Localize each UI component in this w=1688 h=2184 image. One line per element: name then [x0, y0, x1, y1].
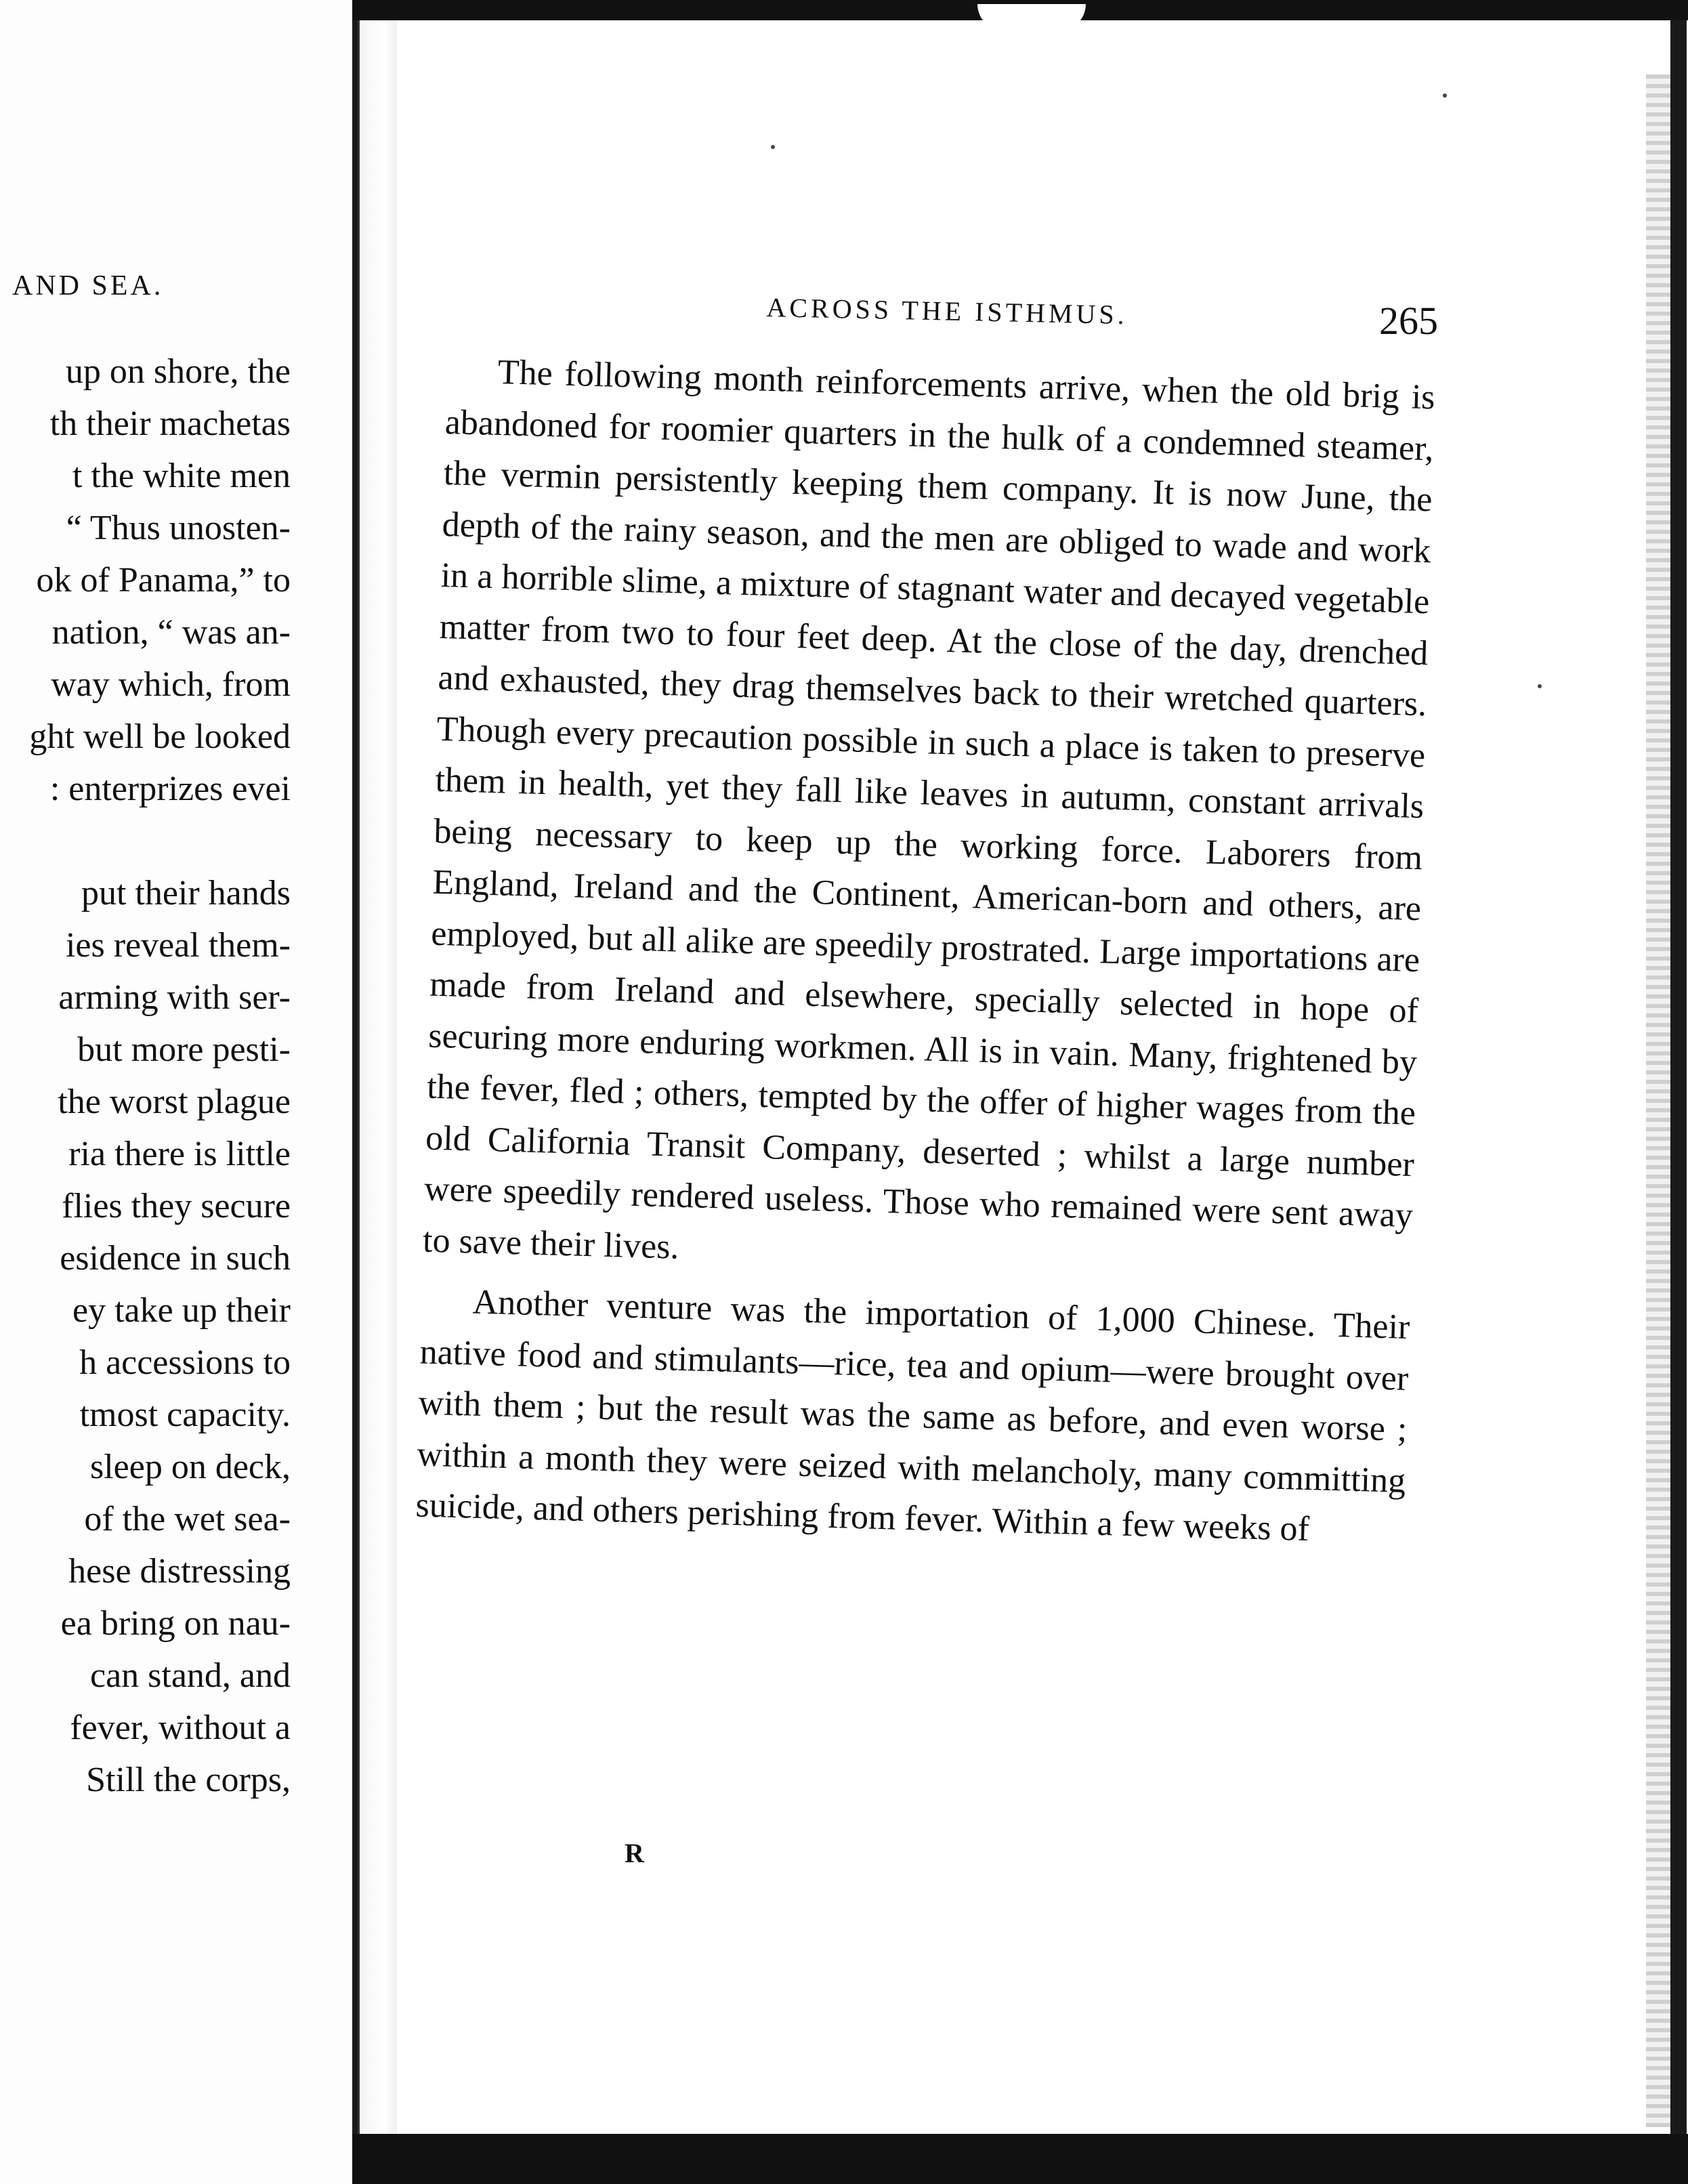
left-line: ria there is little	[68, 1135, 291, 1173]
left-line: ok of Panama,” to	[36, 561, 291, 600]
dust-speck	[771, 145, 775, 149]
left-line: but more pesti-	[77, 1030, 291, 1069]
book-gutter	[358, 0, 399, 2184]
left-line: : enterprizes evei	[49, 770, 291, 808]
page-number: 265	[1379, 299, 1438, 343]
signature-mark: R	[625, 1838, 644, 1868]
left-line: th their machetas	[49, 404, 291, 443]
left-line: ea bring on nau-	[60, 1604, 291, 1643]
left-line: put their hands	[81, 874, 291, 912]
left-line: of the wet sea-	[84, 1500, 291, 1538]
dust-speck	[1538, 684, 1542, 688]
left-page-fragment	[0, 0, 358, 2184]
left-line: ght well be looked	[29, 717, 291, 756]
left-page-text	[0, 345, 291, 1806]
left-line: ey take up their	[72, 1291, 291, 1330]
left-line: “ Thus unosten-	[66, 509, 291, 547]
scan-bottom-border	[352, 2134, 1688, 2184]
left-line: up on shore, the	[65, 352, 291, 391]
dust-speck	[1443, 93, 1447, 98]
left-line: the worst plague	[58, 1083, 291, 1121]
left-line: t the white men	[72, 457, 291, 495]
left-line: nation, “ was an-	[51, 613, 291, 652]
left-line: esidence in such	[60, 1239, 291, 1278]
running-head: ACROSS THE ISTHMUS.	[766, 291, 1128, 331]
body-text	[415, 345, 1436, 1557]
left-line: tmost capacity.	[79, 1395, 291, 1434]
left-line: sleep on deck,	[89, 1448, 291, 1486]
paragraph: The following month reinforcements arrive, when the old brig is abandoned for roomier quarters in the hulk of a condemned steamer, the vermin persistently keeping them company. It is now June, the depth of the rainy season, and the men are obliged to wade and work in a horrible slime, a mixture of stagnant water and decayed vegetable matter from two to four feet deep. At the close of the day, drenched and exhausted, they drag themselves back to their wretched quarters. Though every precaution possible in such a place is taken to preserve them in health, yet they fall like leaves in autumn, constant arrivals being necessary to keep up the working force. Laborers from England, Ireland and the Continent, American-born and others, are employed, but all alike are speedily prostrated. Large importations are made from Ireland and elsewhere, specially selected in hope of securing more enduring workmen. All is in vain. Many, frightened by the fever, fled ; others, tempted by the offer of higher wages from the old California Transit Company, deserted ; whilst a large number were speedily rendered useless. Those who remained were sent away to save their lives.	[422, 353, 1436, 1267]
paragraph: Another venture was the importation of 1,000 Chinese. Their native food and stimulants—rice, tea and opium—were brought over with them ; but the result was the same as before, and even worse ; within a month they were seized with melancholy, many committing suicide, and others perishing from fever. Within a few weeks of	[415, 1282, 1411, 1549]
left-line: fever, without a	[70, 1708, 291, 1747]
left-line: h accessions to	[79, 1343, 291, 1382]
left-line: can stand, and	[89, 1656, 291, 1695]
left-running-head: AND SEA.	[12, 270, 164, 301]
page-stack-edge	[1646, 75, 1670, 2127]
left-line: hese distressing	[68, 1552, 291, 1591]
left-line: ies reveal them-	[65, 926, 291, 965]
left-line: way which, from	[51, 665, 291, 704]
left-line: Still the corps,	[86, 1761, 291, 1799]
left-line	[0, 815, 291, 867]
left-line: flies they secure	[62, 1187, 291, 1225]
left-line: arming with ser-	[58, 978, 291, 1017]
